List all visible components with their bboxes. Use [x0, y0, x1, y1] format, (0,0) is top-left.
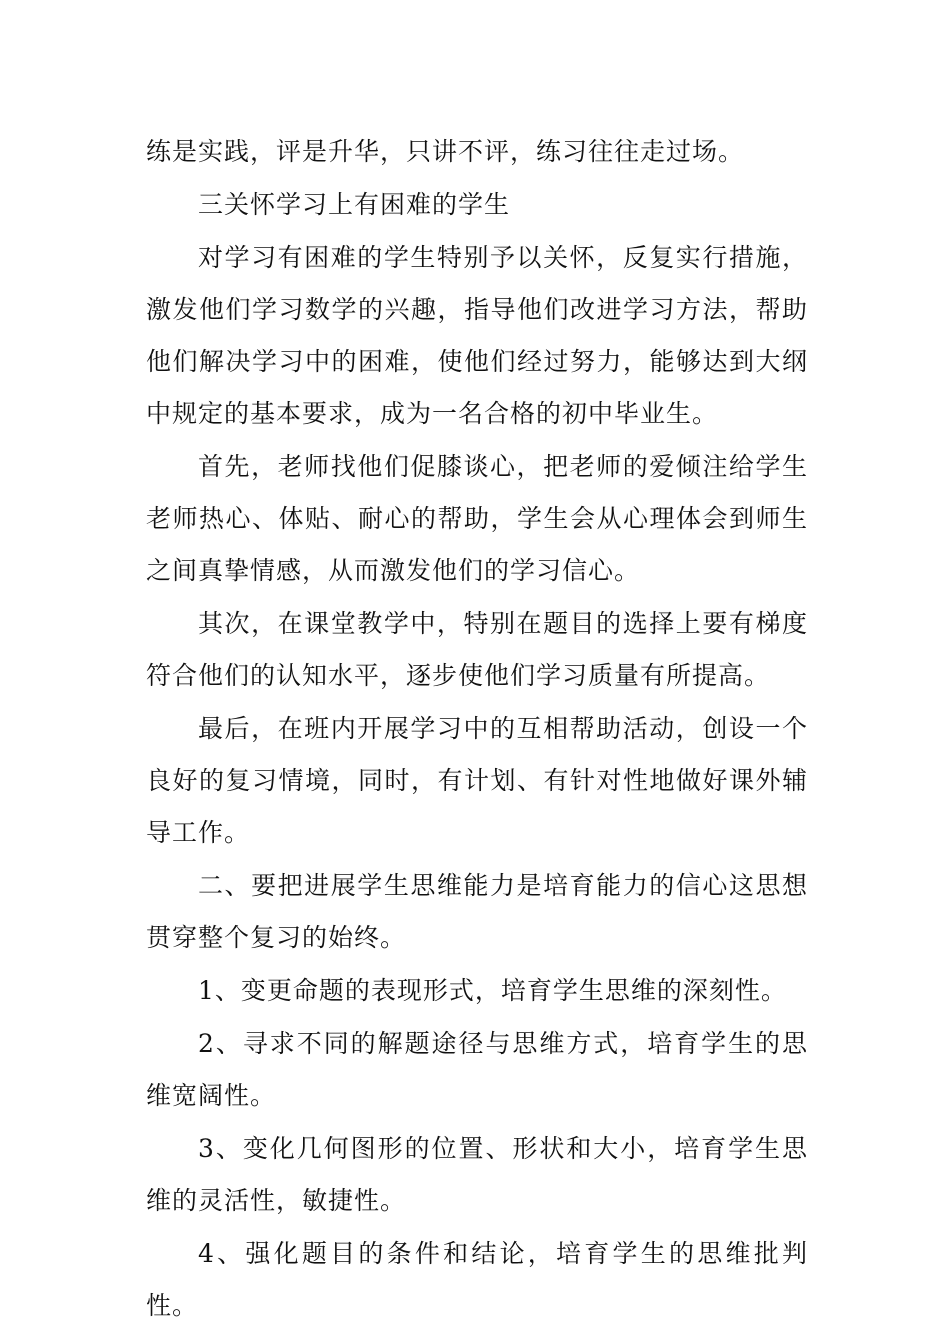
document-body — [146, 126, 808, 1333]
paragraph-care-measures: 对学习有困难的学生特别予以关怀，反复实行措施，激发他们学习数学的兴趣，指导他们改进学习方法，帮助他们解决学习中的困难，使他们经过努力，能够达到大纲中规定的基本要求，成为一名合格的初中毕业生。 — [146, 243, 808, 428]
list-item-2: 2、寻求不同的解题途径与思维方式，培育学生的思维宽阔性。 — [146, 1029, 808, 1110]
list-item-1: 1、变更命题的表现形式，培育学生思维的深刻性。 — [198, 976, 787, 1005]
paragraph-second-classroom: 其次，在课堂教学中，特别在题目的选择上要有梯度符合他们的认知水平，逐步使他们学习质量有所提高。 — [146, 609, 808, 690]
list-item-4: 4、强化题目的条件和结论，培育学生的思维批判性。 — [146, 1239, 808, 1320]
section-heading-thinking-ability: 二、要把进展学生思维能力是培育能力的信心这思想贯穿整个复习的始终。 — [146, 871, 808, 952]
section-heading-care-struggling-students: 三关怀学习上有困难的学生 — [198, 190, 511, 219]
list-item-3: 3、变化几何图形的位置、形状和大小，培育学生思维的灵活性，敏捷性。 — [146, 1134, 808, 1215]
paragraph-last-mutual-help: 最后，在班内开展学习中的互相帮助活动，创设一个良好的复习情境，同时，有计划、有针对性地做好课外辅导工作。 — [146, 714, 808, 847]
paragraph-first-heart-to-heart: 首先，老师找他们促膝谈心，把老师的爱倾注给学生老师热心、体贴、耐心的帮助，学生会从心理体会到师生之间真挚情感，从而激发他们的学习信心。 — [146, 452, 808, 585]
paragraph-practice-review: 练是实践，评是升华，只讲不评，练习往往走过场。 — [146, 137, 745, 166]
